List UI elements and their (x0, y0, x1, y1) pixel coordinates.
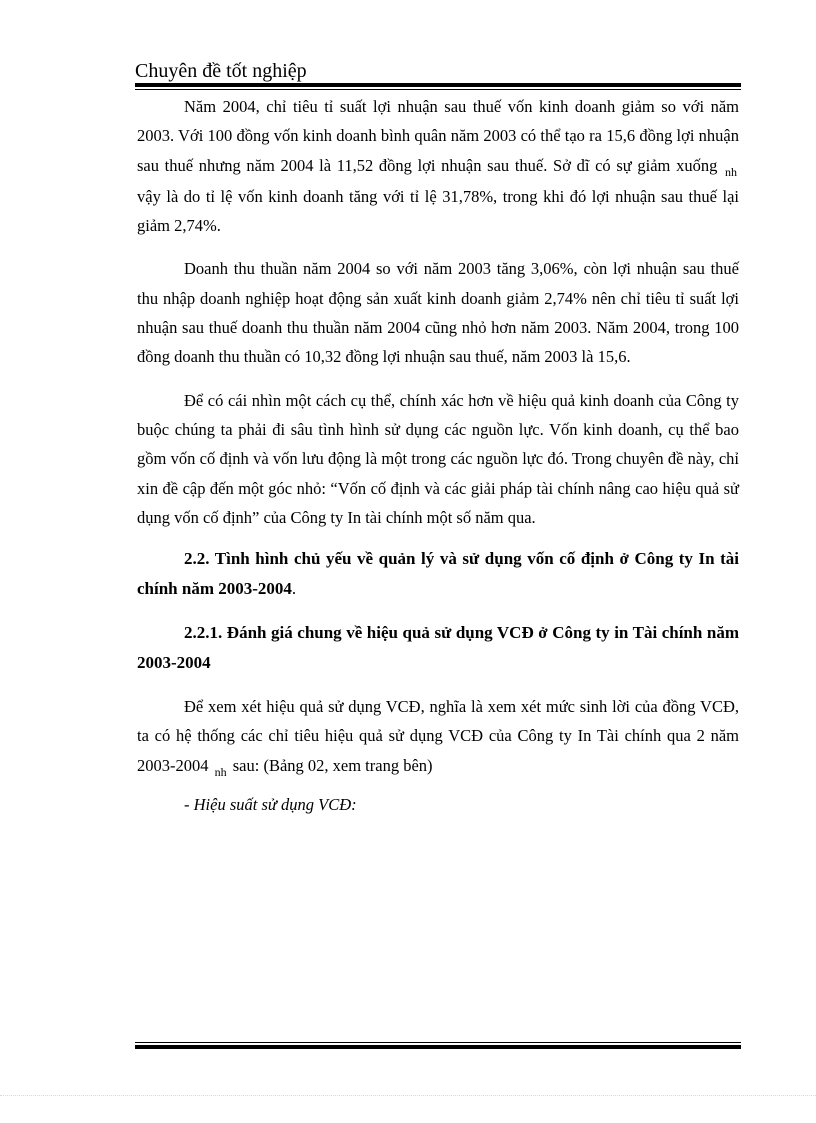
header-rule-thick (135, 83, 741, 87)
paragraph-text: Để xem xét hiệu quả sử dụng VCĐ, nghĩa là xem xét mức sinh lời của đồng VCĐ, ta có hệ thống các chỉ tiêu hiệu quả sử dụng VCĐ của Công ty In Tài chính qua 2 năm 2003-2004 (137, 697, 739, 775)
section-heading-2-2-1: 2.2.1. Đánh giá chung về hiệu quả sử dụng VCĐ ở Công ty in Tài chính năm 2003-2004 (137, 623, 739, 673)
footer-rule-thick (135, 1045, 741, 1049)
section-heading-2-2 (137, 544, 739, 604)
paragraph-overview: Để có cái nhìn một cách cụ thể, chính xác hơn về hiệu quả kinh doanh của Công ty buộc chúng ta phải đi sâu tình hình sử dụng các nguồn lực. Vốn kinh doanh, cụ thể bao gồm vốn cố định và vốn lưu động là một trong các nguồn lực đó. Trong chuyên đề này, chỉ xin đề cập đến một góc nhỏ: “Vốn cố định và các giải pháp tài chính nâng cao hiệu quả sử dụng vốn cố định” của Công ty In tài chính một số năm qua. (137, 390, 739, 527)
header-rule-thin (135, 89, 741, 90)
paragraph-text: vậy là do tỉ lệ vốn kinh doanh tăng với tỉ lệ 31,78%, trong khi đó lợi nhuận sau thuế lại giảm 2,74%. (137, 186, 739, 236)
document-body (137, 92, 739, 819)
subscript-fragment: nh (214, 764, 227, 779)
footer-rule-thin (135, 1042, 741, 1043)
paragraph-profit-on-capital (137, 92, 739, 240)
paragraph-net-revenue: Doanh thu thuần năm 2004 so với năm 2003 tăng 3,06%, còn lợi nhuận sau thuế thu nhập doanh nghiệp hoạt động sản xuất kinh doanh giảm 2,74% nên chỉ tiêu tỉ suất lợi nhuận sau thuế doanh thu thuần năm 2004 cũng nhỏ hơn năm 2003. Năm 2004, trong 100 đồng doanh thu thuần có 10,32 đồng lợi nhuận sau thuế, năm 2003 là 15,6. (137, 259, 739, 367)
paragraph-fixed-capital-efficiency (137, 692, 739, 782)
page-boundary (0, 1095, 816, 1096)
page-header-title: Chuyên đề tốt nghiệp (135, 60, 307, 82)
paragraph-text: Năm 2004, chỉ tiêu tỉ suất lợi nhuận sau thuế vốn kinh doanh giảm so với năm 2003. Với 100 đồng vốn kinh doanh bình quân năm 2003 có thể tạo ra 15,6 đồng lợi nhuận sau thuế nhưng năm 2004 là 11,52 đồng lợi nhuận sau thuế. Sở dĩ có sự giảm xuống (137, 97, 739, 175)
bullet-item-fixed-capital-usage: - Hiệu suất sử dụng VCĐ: (184, 795, 357, 815)
heading-trailing-period: . (291, 579, 297, 599)
paragraph-text: sau: (Bảng 02, xem trang bên) (232, 755, 433, 775)
heading-text: 2.2. Tình hình chủ yếu về quản lý và sử dụng vốn cố định ở Công ty In tài chính năm 2003-2004 (137, 549, 739, 599)
subscript-fragment: nh (725, 164, 738, 179)
